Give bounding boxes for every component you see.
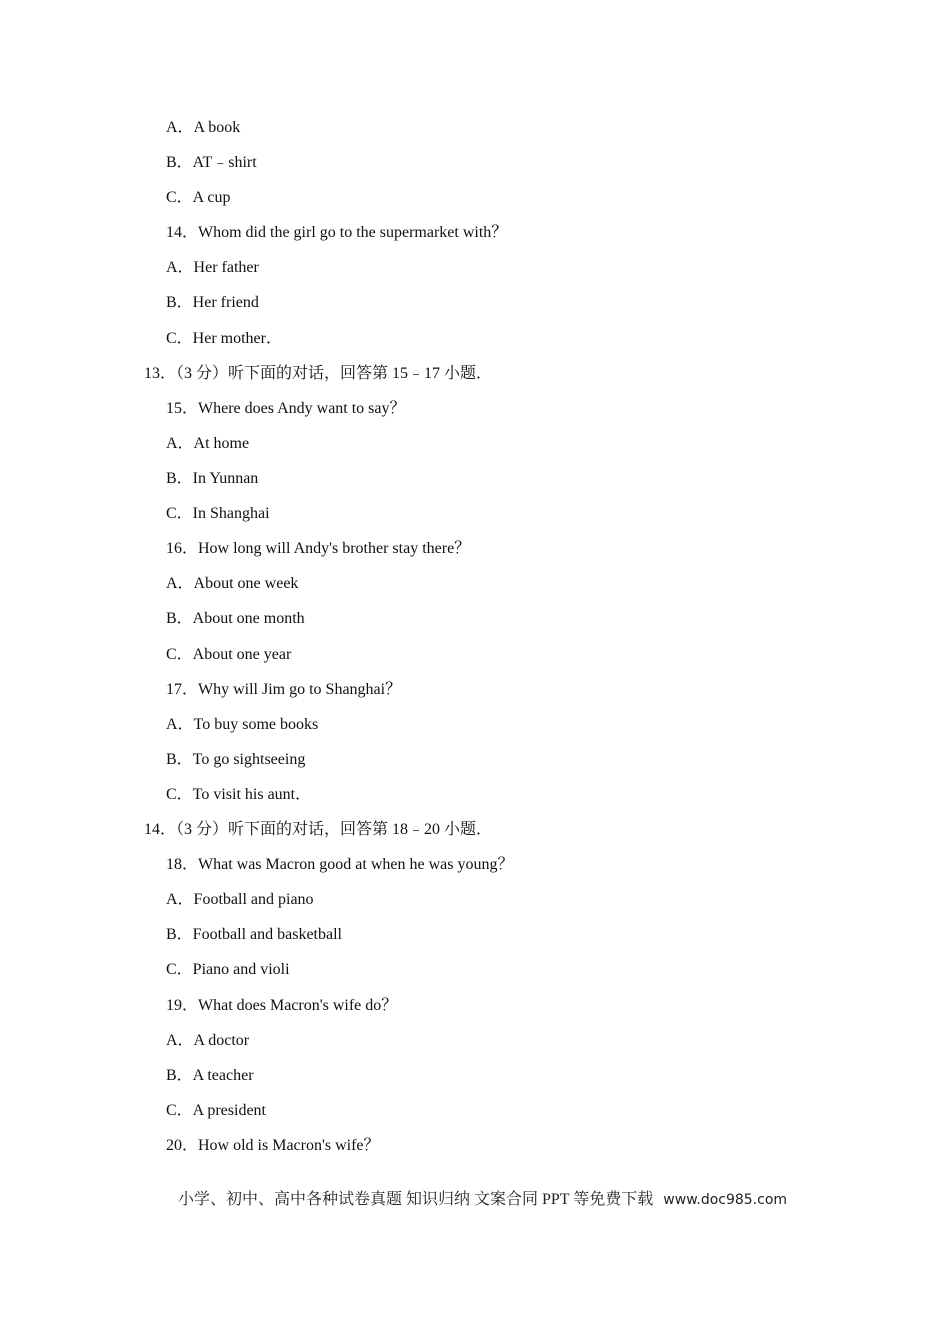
question-18: 18．What was Macron good at when he was young？ <box>166 856 514 873</box>
footer-link[interactable]: www.doc985.com <box>663 1192 788 1208</box>
question-17: 17．Why will Jim go to Shanghai？ <box>166 681 402 698</box>
question-20: 20．How old is Macron's wife？ <box>166 1137 380 1154</box>
option-c: C．To visit his aunt． <box>166 786 312 803</box>
option-a: A．About one week <box>166 575 299 592</box>
option-c: C．In Shanghai <box>166 505 270 522</box>
option-b: B．Football and basketball <box>166 926 342 943</box>
option-a: A．To buy some books <box>166 716 319 733</box>
footer-text: 小学、初中、高中各种试卷真题 知识归纳 文案合同 PPT 等免费下载 <box>178 1191 654 1208</box>
question-14: 14．Whom did the girl go to the supermarket with？ <box>166 224 508 241</box>
option-b: B．AT﹣shirt <box>166 154 257 171</box>
option-b: B．In Yunnan <box>166 470 259 487</box>
section-13-heading: 13．（3 分）听下面的对话，回答第 15﹣17 小题． <box>144 365 493 382</box>
option-c: C．A president <box>166 1102 266 1119</box>
option-a: A．A doctor <box>166 1032 250 1049</box>
option-b: B．About one month <box>166 610 305 627</box>
option-c: C．About one year <box>166 646 292 663</box>
option-c: C．Her mother． <box>166 330 282 347</box>
option-b: B．Her friend <box>166 294 259 311</box>
option-a: A．At home <box>166 435 250 452</box>
question-19: 19．What does Macron's wife do？ <box>166 997 398 1014</box>
option-c: C．Piano and violi <box>166 961 290 978</box>
option-a: A．Her father <box>166 259 259 276</box>
question-16: 16．How long will Andy's brother stay there？ <box>166 540 471 557</box>
option-a: A．Football and piano <box>166 891 314 908</box>
option-b: B．A teacher <box>166 1067 254 1084</box>
option-c: C．A cup <box>166 189 231 206</box>
option-b: B．To go sightseeing <box>166 751 306 768</box>
option-a: A．A book <box>166 119 241 136</box>
page-footer <box>178 1190 787 1210</box>
section-14-heading: 14．（3 分）听下面的对话，回答第 18﹣20 小题． <box>144 821 493 838</box>
question-15: 15．Where does Andy want to say？ <box>166 400 406 417</box>
